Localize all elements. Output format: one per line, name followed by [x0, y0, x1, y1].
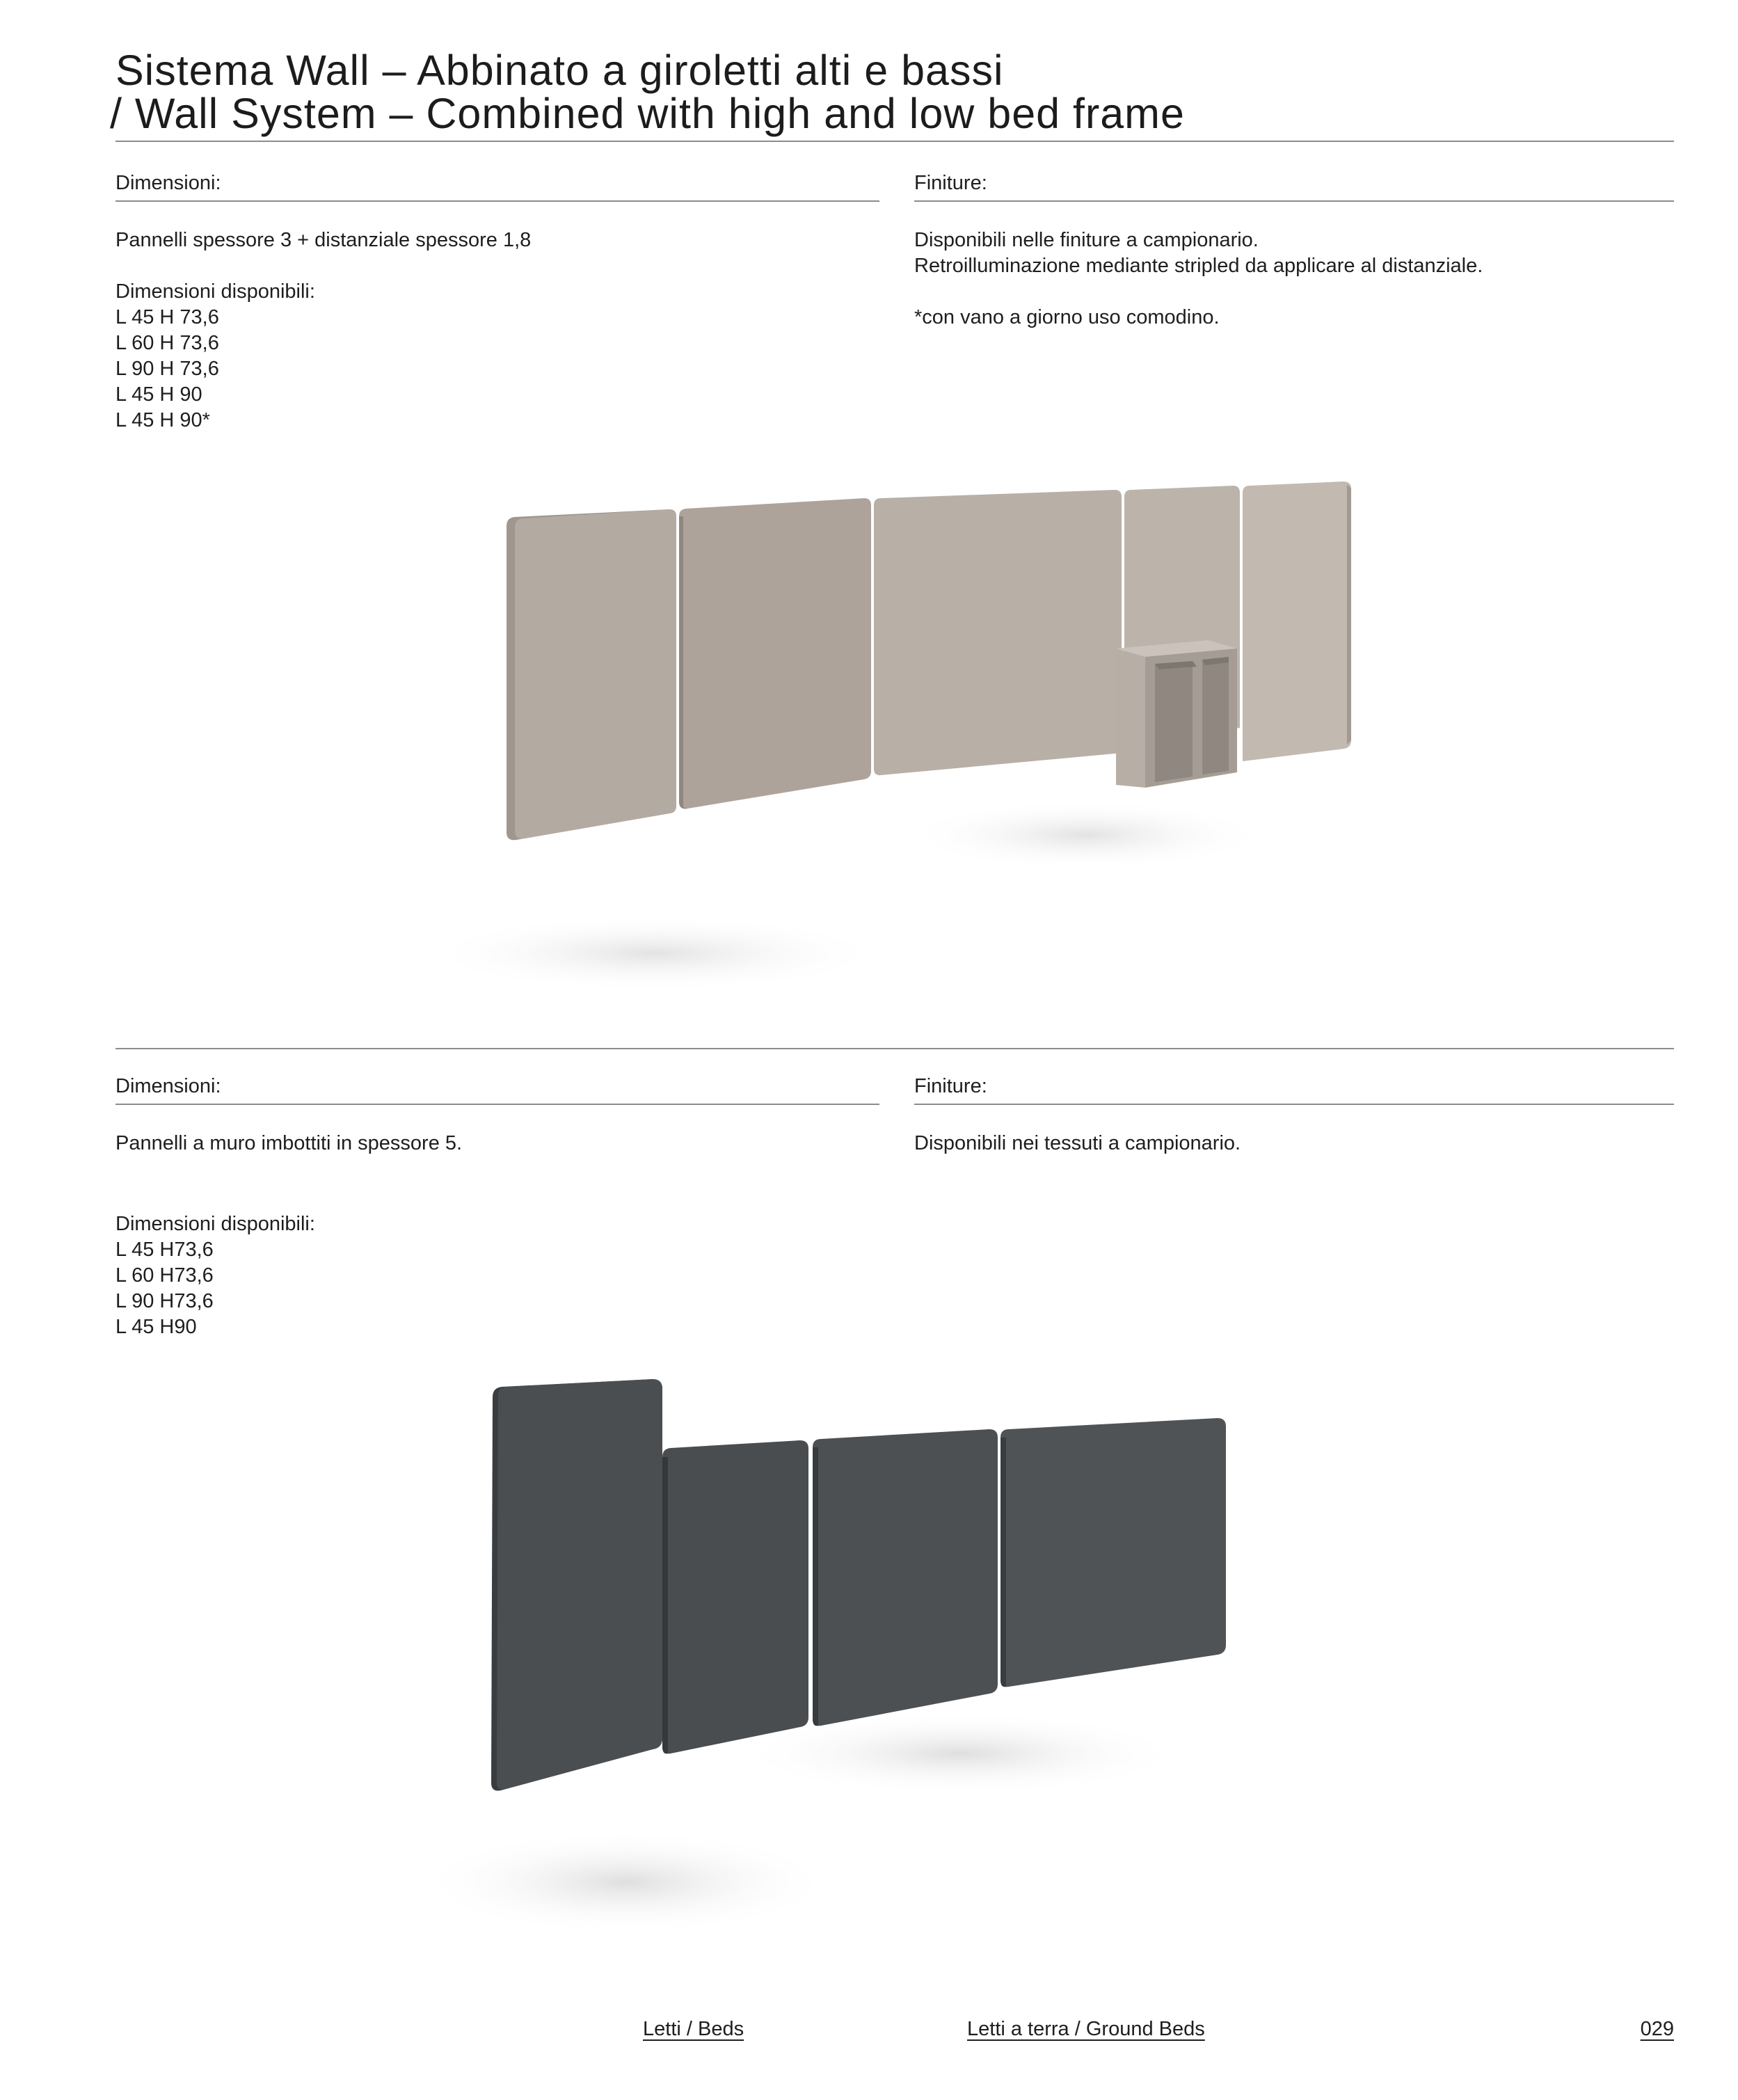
size-item: L 60 H73,6 [115, 1264, 214, 1287]
title-divider [115, 141, 1674, 142]
upholstered-panel-3 [813, 1429, 998, 1726]
finishes-label: Finiture: [914, 172, 987, 194]
size-item: L 45 H 90 [115, 383, 202, 406]
size-item: L 45 H 90* [115, 409, 210, 431]
dimensions-intro: Pannelli a muro imbottiti in spessore 5. [115, 1132, 463, 1154]
available-sizes-label: Dimensioni disponibili: [115, 1213, 315, 1235]
finishes-text [914, 228, 1483, 331]
section-divider [115, 1048, 1674, 1049]
dimensions-label: Dimensioni: [115, 1075, 221, 1097]
footer-link-beds[interactable]: Letti / Beds [643, 2018, 744, 2040]
available-sizes-label: Dimensioni disponibili: [115, 280, 315, 303]
size-item: L 45 H90 [115, 1316, 197, 1338]
wall-panel-system-image [390, 445, 1364, 1002]
upholstered-panel-1 [491, 1379, 662, 1791]
page-title [110, 47, 1674, 137]
dimensions-text [115, 1211, 315, 1340]
size-item: L 45 H73,6 [115, 1239, 214, 1261]
page-number: 029 [1640, 2018, 1674, 2040]
finishes-divider [914, 1104, 1674, 1105]
finishes-note: *con vano a giorno uso comodino. [914, 306, 1220, 328]
open-shelf-cube [1116, 640, 1237, 788]
floor-shadow [417, 1830, 835, 1934]
title-italian: Sistema Wall – Abbinato a giroletti alti e bassi [115, 47, 1004, 94]
size-item: L 45 H 73,6 [115, 306, 219, 328]
dimensions-intro: Pannelli spessore 3 + distanziale spessore 1,8 [115, 229, 532, 251]
upholstered-panel-2 [662, 1440, 808, 1753]
title-english: / Wall System – Combined with high and low bed frame [110, 90, 1185, 137]
finishes-label: Finiture: [914, 1075, 987, 1097]
finishes-divider [914, 200, 1674, 202]
panel-1 [507, 509, 676, 840]
floor-shadow [424, 915, 884, 992]
panel-3 [874, 490, 1122, 775]
finishes-text: Disponibili nei tessuti a campionario. [914, 1132, 1241, 1154]
footer-link-ground-beds[interactable]: Letti a terra / Ground Beds [967, 2018, 1205, 2040]
upholstered-panels-image [390, 1364, 1294, 1976]
finishes-line: Disponibili nelle finiture a campionario. [914, 229, 1259, 251]
size-item: L 90 H73,6 [115, 1290, 214, 1312]
dimensions-divider [115, 200, 879, 202]
size-item: L 90 H 73,6 [115, 358, 219, 380]
size-item: L 60 H 73,6 [115, 332, 219, 354]
dimensions-label: Dimensioni: [115, 172, 221, 194]
floor-shadow [904, 800, 1266, 870]
dimensions-text [115, 228, 531, 433]
panel-5 [1243, 482, 1351, 761]
finishes-line: Retroilluminazione mediante stripled da applicare al distanziale. [914, 255, 1483, 277]
dimensions-divider [115, 1104, 879, 1105]
panel-2 [679, 498, 871, 809]
upholstered-panel-4 [1000, 1418, 1226, 1687]
